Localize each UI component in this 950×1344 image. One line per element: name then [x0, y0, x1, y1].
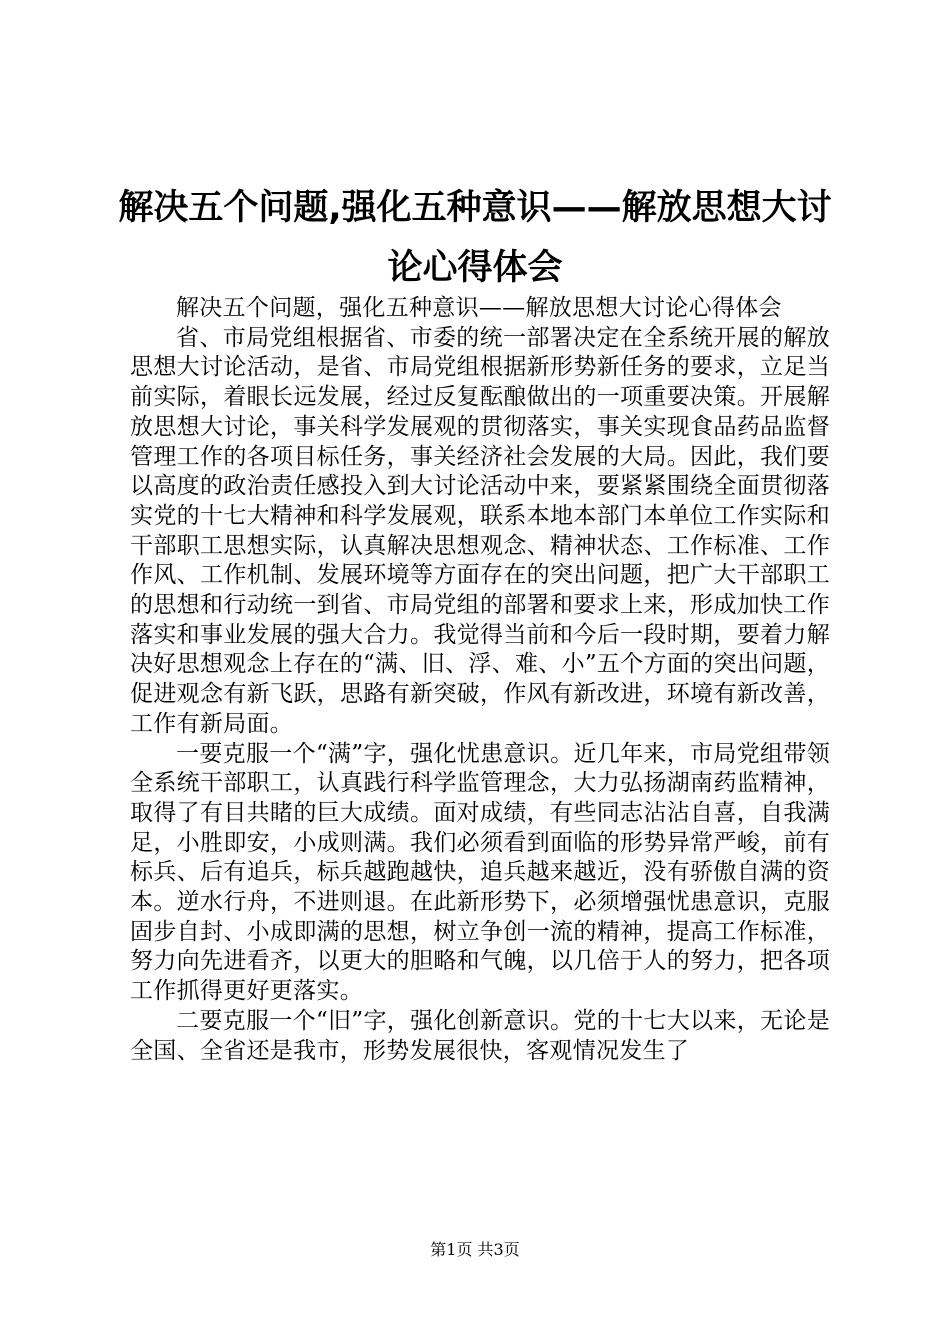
- document-title: 解决五个问题,强化五种意识——解放思想大讨论心得体会: [118, 188, 832, 288]
- paragraph: 解决五个问题，强化五种意识——解放思想大讨论心得体会: [176, 295, 782, 321]
- page-number-footer: 第1页 共3页: [430, 1240, 520, 1259]
- paragraph: 二要克服一个“旧”字，强化创新意识。党的十七大以来，无论是全国、全省还是我市，形势发展很快，客观情况发生了: [130, 1007, 830, 1064]
- paragraph: 一要克服一个“满”字，强化忧患意识。近几年来，市局党组带领全系统干部职工，认真践行科学监管理念，大力弘扬湖南药监精神，取得了有目共睹的巨大成绩。面对成绩，有些同志沾沾自喜，自我满足，小胜即安，小成则满。我们必须看到面临的形势异常严峻，前有标兵、后有追兵，标兵越跑越快，追兵越来越近，没有骄傲自满的资本。逆水行舟，不进则退。在此新形势下，必须增强忧患意识，克服固步自封、小成即满的思想，树立争创一流的精神，提高工作标准，努力向先进看齐，以更大的胆略和气魄，以几倍于人的努力，把各项工作抓得更好更落实。: [130, 740, 830, 1005]
- document-body: [130, 294, 830, 1066]
- paragraph: 省、市局党组根据省、市委的统一部署决定在全系统开展的解放思想大讨论活动，是省、市局党组根据新形势新任务的要求，立足当前实际，着眼长远发展，经过反复酝酿做出的一项重要决策。开展解放思想大讨论，事关科学发展观的贯彻落实，事关实现食品药品监督管理工作的各项目标任务，事关经济社会发展的大局。因此，我们要以高度的政治责任感投入到大讨论活动中来，要紧紧围绕全面贯彻落实党的十七大精神和科学发展观，联系本地本部门本单位工作实际和干部职工思想实际，认真解决思想观念、精神状态、工作标准、工作作风、工作机制、发展环境等方面存在的突出问题，把广大干部职工的思想和行动统一到省、市局党组的部署和要求上来，形成加快工作落实和事业发展的强大合力。我觉得当前和今后一段时期，要着力解决好思想观念上存在的“满、旧、浮、难、小”五个方面的突出问题，促进观念有新飞跃，思路有新突破，作风有新改进，环境有新改善，工作有新局面。: [130, 324, 830, 737]
